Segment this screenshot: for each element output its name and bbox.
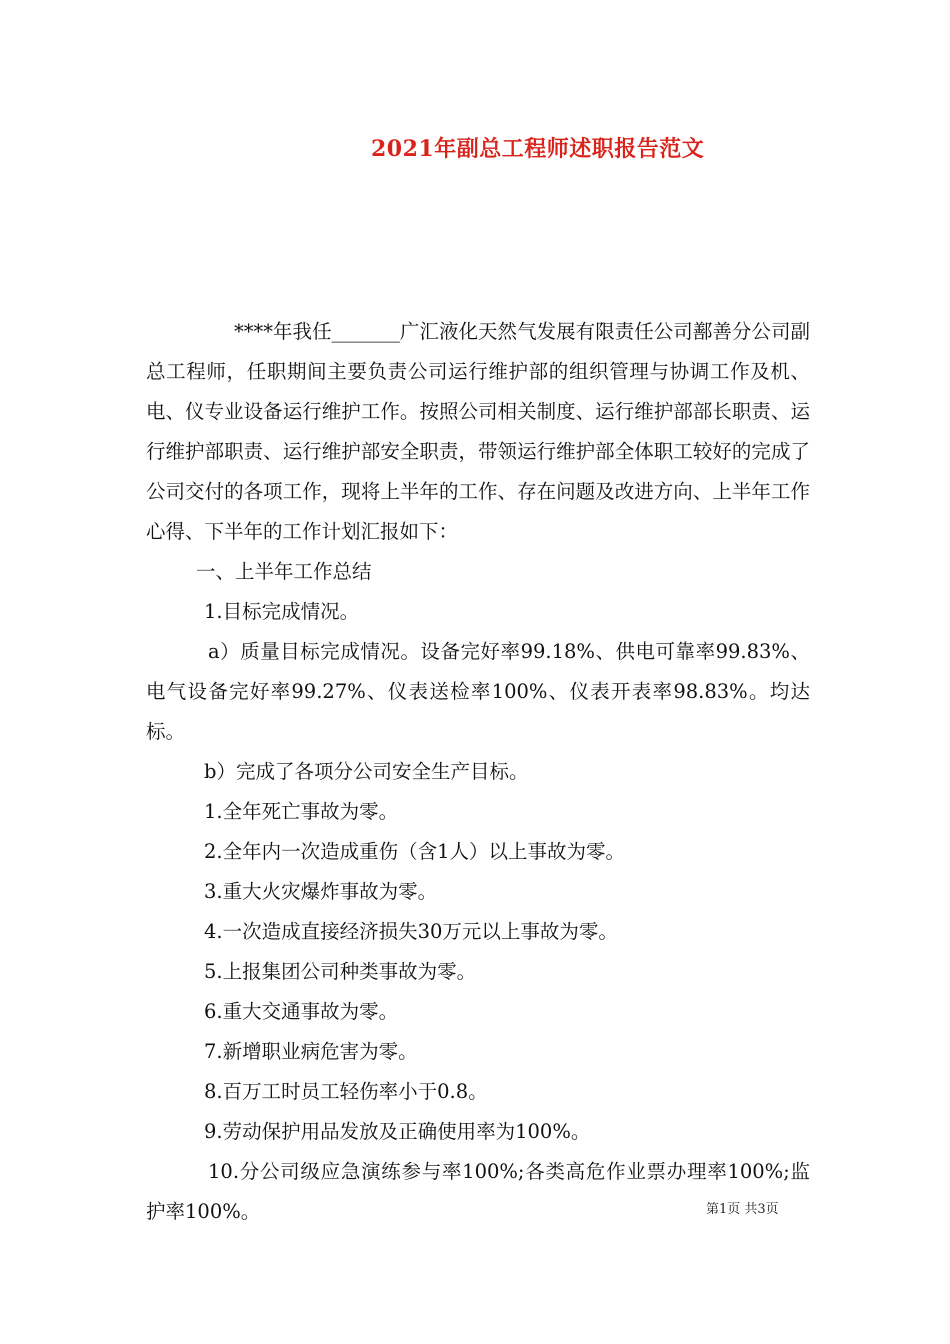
section-heading: 一、上半年工作总结: [196, 560, 372, 583]
list-item: 2.全年内一次造成重伤（含1人）以上事故为零。: [204, 840, 626, 863]
paragraph-safety-targets: b）完成了各项分公司安全生产目标。: [204, 760, 529, 783]
list-item: 3.重大火灾爆炸事故为零。: [204, 880, 438, 903]
page-footer: 第1页 共3页: [706, 1202, 779, 1217]
document-title-text: 2021年副总工程师述职报告范文: [371, 136, 705, 162]
document-title: [0, 133, 950, 165]
list-item: 1.全年死亡事故为零。: [204, 800, 399, 823]
paragraph-intro: ****年我任_______广汇液化天然气发展有限责任公司鄯善分公司副总工程师，任职期间主要负责公司运行维护部的组织管理与协调工作及机、电、仪专业设备运行维护工作。按照公司相关制度、运行维护部部长职责、运行维护部职责、运行维护部安全职责，带领运行维护部全体职工较好的完成了公司交付的各项工作，现将上半年的工作、存在问题及改进方向、上半年工作心得、下半年的工作计划汇报如下：: [146, 320, 810, 543]
list-item: 5.上报集团公司种类事故为零。: [204, 960, 477, 983]
subsection-heading: 1.目标完成情况。: [204, 600, 360, 623]
paragraph-quality-targets: a）质量目标完成情况。设备完好率99.18%、供电可靠率99.83%、电气设备完好率99.27%、仪表送检率100%、仪表开表率98.83%。均达标。: [146, 640, 810, 743]
list-item: 4.一次造成直接经济损失30万元以上事故为零。: [204, 920, 618, 943]
list-item: 6.重大交通事故为零。: [204, 1000, 399, 1023]
list-item: 7.新增职业病危害为零。: [204, 1040, 418, 1063]
list-item: 10.分公司级应急演练参与率100%;各类高危作业票办理率100%;监护率100%。: [146, 1160, 810, 1223]
list-item: 9.劳动保护用品发放及正确使用率为100%。: [204, 1120, 591, 1143]
document-body: [146, 312, 810, 1232]
list-item: 8.百万工时员工轻伤率小于0.8。: [204, 1080, 488, 1103]
